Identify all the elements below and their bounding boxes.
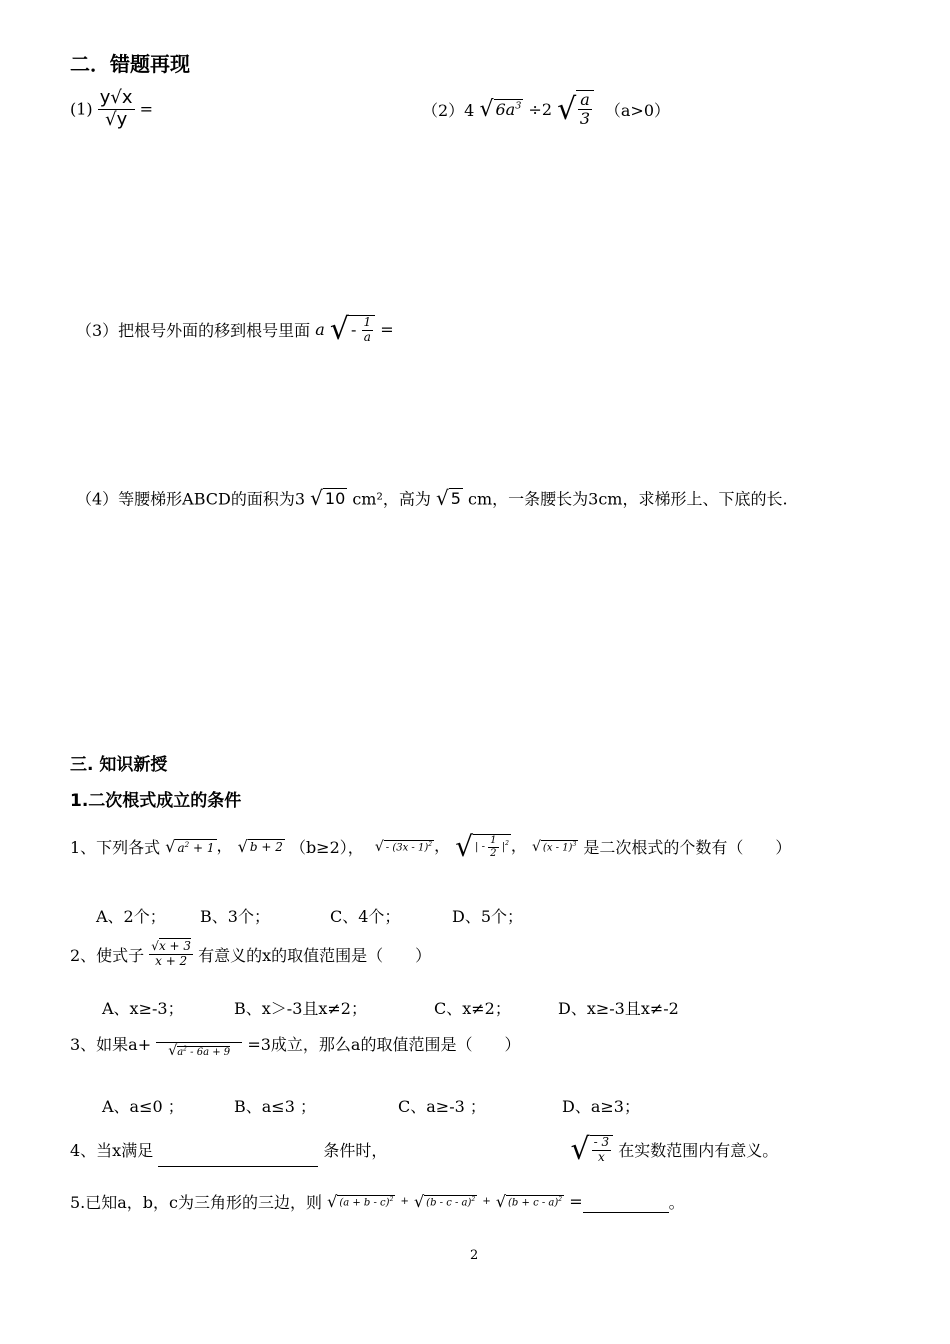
- p3-option-d[interactable]: D、a≥3；: [562, 1097, 640, 1116]
- p2-options: [102, 996, 679, 1019]
- p4-text-a: 4、当x满足: [70, 1141, 154, 1160]
- p1-text-end: 是二次根式的个数有（ ）: [583, 838, 792, 857]
- p5-expr-2: √ (b - c - a)$^2$: [413, 1192, 476, 1211]
- p2-option-c[interactable]: C、x≠2；: [434, 999, 511, 1018]
- sub-title: 1.二次根式成立的条件: [70, 791, 242, 811]
- p2-text-a: 2、使式子: [70, 945, 145, 965]
- q4-radical-10: √ 10: [310, 486, 346, 510]
- q2-radical-1: √ $6a^3$: [479, 96, 522, 122]
- p1-options: [96, 904, 523, 927]
- p5-expr-1: √ $(a + b - c)^2$: [327, 1192, 394, 1211]
- p1-option-d[interactable]: D、5个；: [452, 907, 524, 926]
- p1-option-c[interactable]: C、4个；: [330, 907, 401, 926]
- q1-equals: =: [139, 99, 154, 119]
- q2-divide: ÷2: [528, 99, 553, 119]
- p5-end: 。: [668, 1193, 685, 1212]
- question-3: （3）把根号外面的移到根号里面 a √ - $\frac{1}{a}$ =: [76, 312, 394, 347]
- q2-condition: （a>0）: [604, 100, 671, 120]
- p3-fraction: $√a^2 - 6a + 9$: [156, 1032, 242, 1059]
- p4-text-b: 条件时，: [323, 1141, 388, 1160]
- problem-1: 1、下列各式 √ $a^2 + 1$ ， √ b + 2 （b≥2）， √ - (3x - 1)$^2$ ， √ | - $\frac{1}{2}$ $|^2$ ， √ (x - 1)$^3$ 是二次根式的个数有（ ）: [70, 830, 792, 863]
- p2-option-b[interactable]: B、x＞-3且x≠2；: [234, 999, 367, 1018]
- p2-fraction: $\frac{√x + 3}{x + 2}$: [151, 939, 192, 968]
- p1-expr-5: √ (x - 1)$^3$: [532, 838, 577, 855]
- p3-options: [102, 1094, 640, 1117]
- problem-2: [70, 940, 431, 969]
- p5-text-a: 5.已知a，b，c为三角形的三边，则: [70, 1193, 323, 1212]
- q4-text-c: cm，一条腰长为3cm，求梯形上、下底的长.: [468, 489, 788, 509]
- p5-expr-3: √ $(b + c - a)^2$: [495, 1192, 563, 1211]
- page-number: 2: [470, 1248, 479, 1263]
- p4-text-c: 在实数范围内有意义。: [618, 1141, 779, 1160]
- q4-radical-5: √ 5: [436, 486, 461, 510]
- q4-text-b: cm²，高为: [352, 489, 431, 509]
- p2-option-a[interactable]: A、x≥-3；: [102, 999, 184, 1018]
- p5-answer-blank[interactable]: [583, 1198, 669, 1213]
- p2-text-b: 有意义的x的取值范围是（ ）: [198, 945, 432, 965]
- q1-prefix: (1): [70, 99, 93, 119]
- p1-option-a[interactable]: A、2个；: [96, 907, 166, 926]
- p3-text-a: 3、如果a+: [70, 1035, 152, 1054]
- section-2-title: 二．错题再现: [70, 52, 190, 76]
- p1-expr-3: √ - (3x - 1)$^2$: [374, 838, 433, 855]
- p2-option-d[interactable]: D、x≥-3且x≠-2: [558, 999, 679, 1018]
- problem-5: 5.已知a，b，c为三角形的三边，则 √ $(a + b - c)^2$ + √ (b - c - a)$^2$ + √ $(b + c - a)^2$ = 。: [70, 1192, 685, 1212]
- q3-equals: =: [380, 320, 394, 339]
- question-2: [422, 90, 670, 129]
- problem-4: [70, 1132, 778, 1167]
- p1-expr-4: √ | - $\frac{1}{2}$ $|^2$: [455, 830, 509, 863]
- question-4: [76, 486, 788, 510]
- p3-option-c[interactable]: C、a≥-3 ；: [398, 1097, 486, 1116]
- question-1: [70, 88, 153, 130]
- problem-3: [70, 1032, 520, 1059]
- q4-text-a: （4）等腰梯形ABCD的面积为3: [76, 489, 306, 509]
- q3-text: （3）把根号外面的移到根号里面: [76, 321, 311, 340]
- p1-text-a: 1、下列各式: [70, 838, 161, 857]
- p3-option-a[interactable]: A、a≤0 ；: [102, 1097, 184, 1116]
- q3-radical: √ - $\frac{1}{a}$: [330, 312, 375, 347]
- q1-fraction: $\frac{y√x}{√y}$: [99, 87, 133, 130]
- p1-expr-1: √ $a^2 + 1$: [165, 837, 215, 856]
- p4-answer-blank[interactable]: [158, 1150, 318, 1167]
- q2-prefix: （2）4: [422, 100, 475, 120]
- p1-option-b[interactable]: B、3个；: [200, 907, 270, 926]
- p3-text-b: =3成立，那么a的取值范围是（ ）: [247, 1035, 521, 1054]
- p3-option-b[interactable]: B、a≤3 ；: [234, 1097, 316, 1116]
- section-3-title: 三. 知识新授: [70, 755, 168, 775]
- q2-radical-2: √ $\frac{a}{3}$: [557, 90, 594, 129]
- p4-radical: √ $\frac{- 3}{x}$: [571, 1132, 614, 1167]
- p5-equals: =: [569, 1192, 583, 1211]
- p1-text-b: （b≥2），: [289, 838, 364, 857]
- p1-expr-2: √ b + 2: [237, 837, 283, 856]
